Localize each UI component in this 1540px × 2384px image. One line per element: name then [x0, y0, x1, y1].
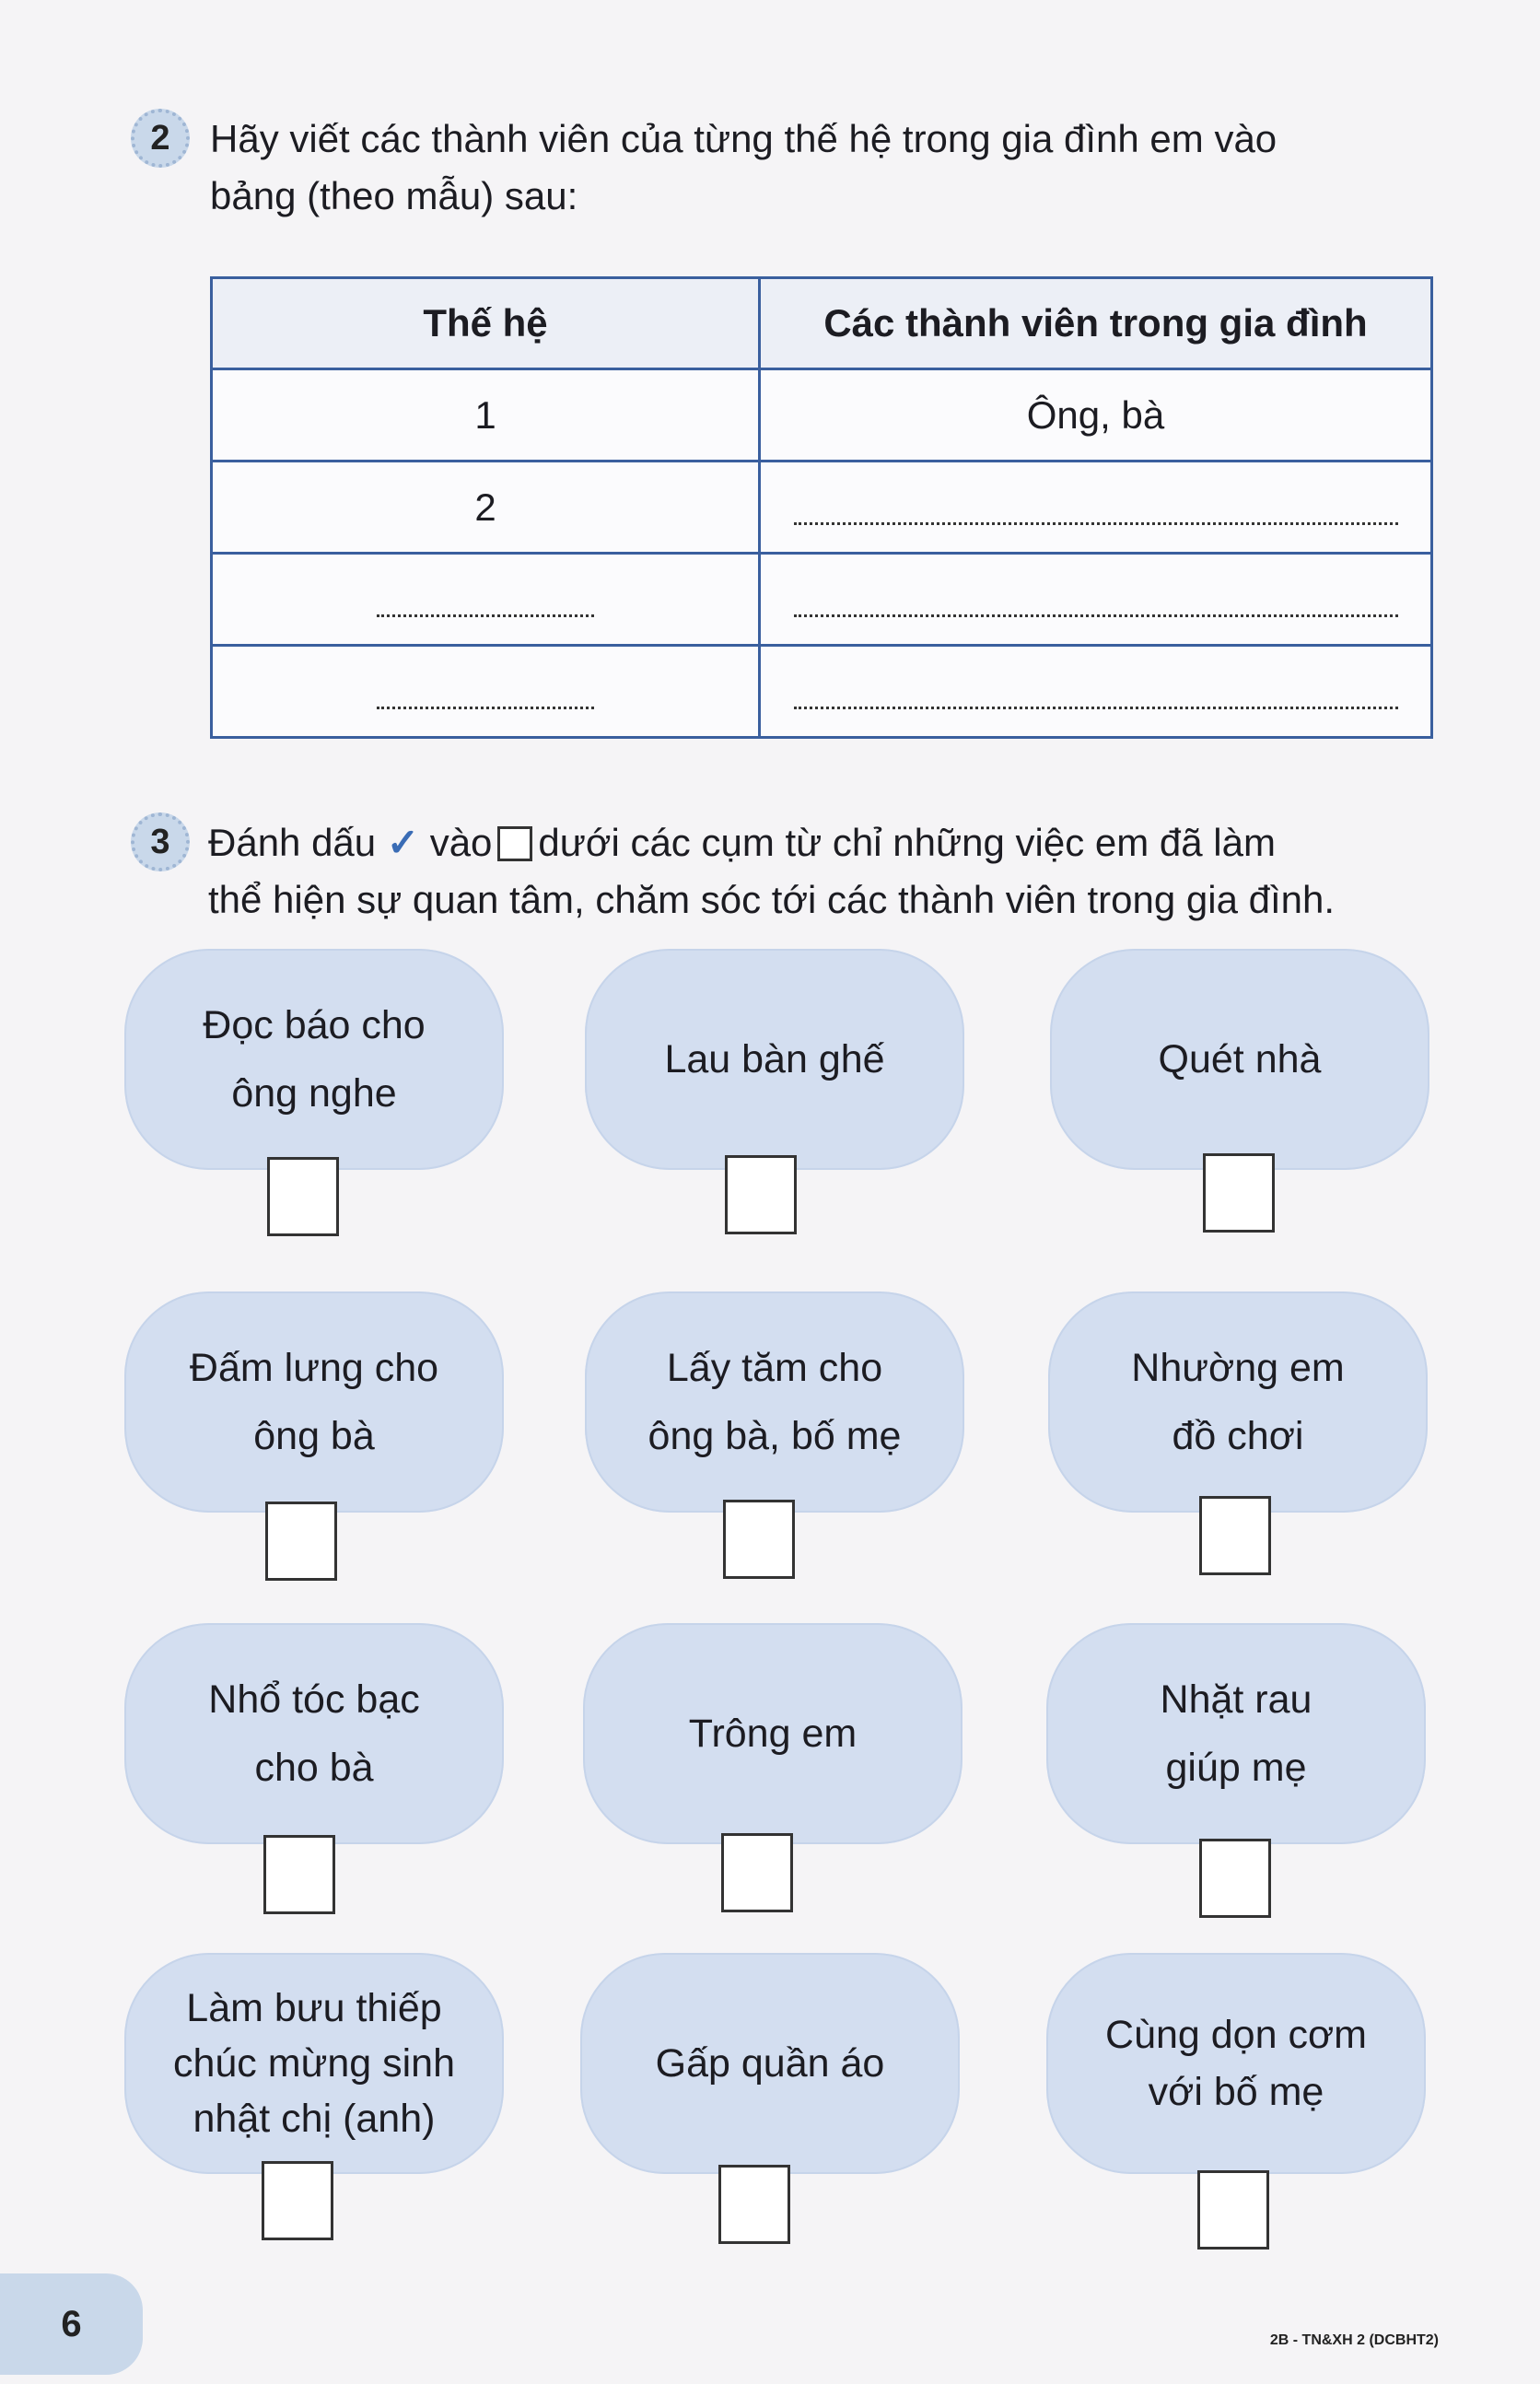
- activity-label: Nhổ tóc bạc cho bà: [208, 1677, 420, 1790]
- cell-generation-blank[interactable]: [212, 646, 760, 738]
- activity-label: Nhặt rau giúp mẹ: [1160, 1677, 1312, 1790]
- table-header-row: [212, 278, 1432, 369]
- activity-label: Nhường em đồ chơi: [1131, 1346, 1345, 1458]
- activity-card: [583, 1623, 962, 1844]
- activity-checkbox[interactable]: [1199, 1496, 1271, 1575]
- check-mark-icon: ✓: [386, 821, 420, 864]
- activity-card: [124, 1291, 504, 1513]
- q3-text-part: vào: [429, 821, 493, 864]
- activity-card: [124, 1953, 504, 2174]
- activity-checkbox[interactable]: [721, 1833, 793, 1912]
- activity-label: Quét nhà: [1158, 1037, 1322, 1081]
- cell-generation: 2: [212, 462, 760, 554]
- inline-checkbox-icon: [497, 826, 532, 861]
- question-3-text: [208, 814, 1335, 929]
- dotted-answer-line[interactable]: [377, 587, 594, 617]
- activity-label: Lấy tăm cho ông bà, bố mẹ: [648, 1346, 902, 1458]
- activity-label: Trông em: [688, 1712, 858, 1756]
- activity-checkbox[interactable]: [1199, 1839, 1271, 1918]
- cell-generation: 1: [212, 369, 760, 462]
- activity-card: [124, 949, 504, 1170]
- activity-checkbox[interactable]: [725, 1155, 797, 1234]
- dotted-answer-line[interactable]: [794, 679, 1398, 709]
- activity-label: Làm bưu thiếp chúc mừng sinh nhật chị (anh): [172, 1986, 456, 2141]
- header-members: Các thành viên trong gia đình: [760, 278, 1432, 369]
- activity-card: [1046, 1953, 1426, 2174]
- q3-text-line2: thể hiện sự quan tâm, chăm sóc tới các thành viên trong gia đình.: [208, 878, 1336, 921]
- cell-members-blank[interactable]: [760, 554, 1432, 646]
- dotted-answer-line[interactable]: [794, 587, 1398, 617]
- generation-table: [210, 276, 1433, 739]
- activity-label: Cùng dọn cơm với bố mẹ: [1105, 2013, 1367, 2114]
- question-2-number: 2: [131, 109, 190, 168]
- table-row: [212, 369, 1432, 462]
- cell-generation-blank[interactable]: [212, 554, 760, 646]
- activity-checkbox[interactable]: [1203, 1153, 1275, 1233]
- activity-label: Lau bàn ghế: [664, 1037, 885, 1081]
- activity-checkbox[interactable]: [263, 1835, 335, 1914]
- table-row: [212, 554, 1432, 646]
- q3-text-part: Đánh dấu: [208, 821, 377, 864]
- activity-checkbox[interactable]: [718, 2165, 790, 2244]
- question-2-text: Hãy viết các thành viên của từng thế hệ trong gia đình em vào bảng (theo mẫu) sau:: [210, 117, 1278, 217]
- cell-members: Ông, bà: [760, 369, 1432, 462]
- activity-label: Gấp quần áo: [655, 2041, 885, 2086]
- activity-card: [580, 1953, 960, 2174]
- activity-card: [1050, 949, 1429, 1170]
- dotted-answer-line[interactable]: [794, 495, 1398, 525]
- activity-card: [1048, 1291, 1428, 1513]
- cell-members-blank[interactable]: [760, 646, 1432, 738]
- dotted-answer-line[interactable]: [377, 679, 594, 709]
- cell-members-blank[interactable]: [760, 462, 1432, 554]
- activity-label: Đọc báo cho ông nghe: [203, 1003, 426, 1116]
- page-number: 6: [0, 2273, 143, 2375]
- activity-card: [585, 949, 964, 1170]
- table-row: [212, 462, 1432, 554]
- activity-card: [1046, 1623, 1426, 1844]
- activity-checkbox[interactable]: [1197, 2170, 1269, 2250]
- activity-checkbox[interactable]: [267, 1157, 339, 1236]
- question-3-number: 3: [131, 812, 190, 871]
- activity-card: [585, 1291, 964, 1513]
- activity-label: Đấm lưng cho ông bà: [189, 1346, 439, 1458]
- footer-code: 2B - TN&XH 2 (DCBHT2): [1269, 2332, 1439, 2348]
- table-row: [212, 646, 1432, 738]
- q3-text-part: dưới các cụm từ chỉ những việc em đã làm: [538, 821, 1276, 864]
- activity-checkbox[interactable]: [265, 1502, 337, 1581]
- activity-checkbox[interactable]: [262, 2161, 333, 2240]
- activity-card: [124, 1623, 504, 1844]
- header-generation: Thế hệ: [212, 278, 760, 369]
- activity-checkbox[interactable]: [723, 1500, 795, 1579]
